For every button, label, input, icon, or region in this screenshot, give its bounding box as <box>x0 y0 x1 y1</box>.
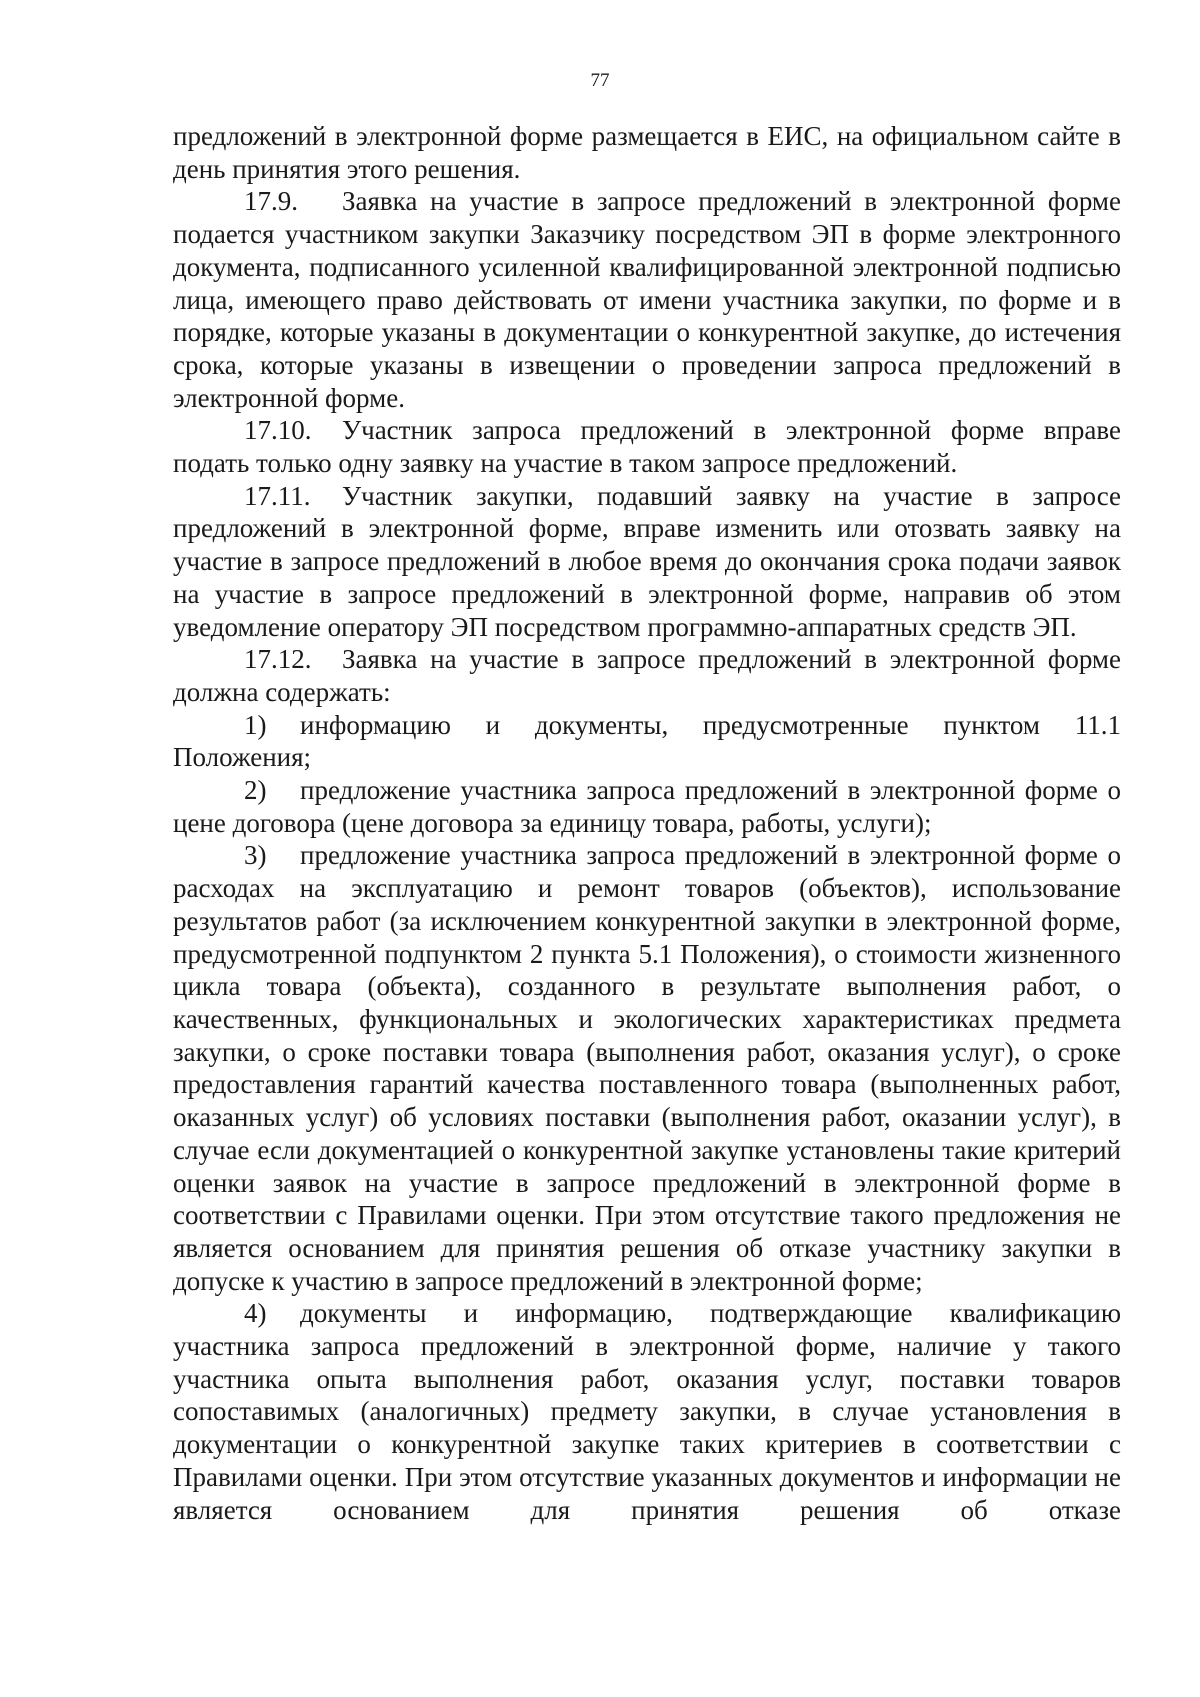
document-body <box>173 120 1121 1526</box>
clause-number: 17.9. <box>244 186 298 217</box>
paragraph-text: предложений в электронной форме размещается в ЕИС, на официальном сайте в день принятия этого решения. <box>173 121 1121 184</box>
list-item-number: 4) <box>244 1298 267 1329</box>
clause-text: Заявка на участие в запросе предложений в электронной форме должна содержать: <box>173 644 1121 707</box>
clause-17-9 <box>173 185 1121 414</box>
clause-17-11 <box>173 480 1121 644</box>
clause-text: Участник закупки, подавший заявку на участие в запросе предложений в электронной форме, вправе изменить или отозвать заявку на участие в запросе предложений в любое время до окончания срока подачи заявок на участие в запросе предложений в электронной форме, направив об этом уведомление оператору ЭП посредством программно-аппаратных средств ЭП. <box>173 480 1121 642</box>
clause-number: 17.11. <box>244 480 311 511</box>
paragraph-continuation <box>173 120 1121 185</box>
clause-number: 17.12. <box>244 644 312 675</box>
clause-text: Заявка на участие в запросе предложений в электронной форме подается участником закупки Заказчику посредством ЭП в форме электронного документа, подписанного усиленной квалифицированной электронной подписью лица, имеющего право действовать от имени участника закупки, по форме и в порядке, которые указаны в документации о конкурентной закупке, до истечения срока, которые указаны в извещении о проведении запроса предложений в электронной форме. <box>173 186 1121 413</box>
list-item-number: 1) <box>244 709 267 740</box>
clause-17-12 <box>173 643 1121 708</box>
clause-17-10 <box>173 414 1121 479</box>
list-item-1 <box>173 709 1121 774</box>
clause-text: Участник запроса предложений в электронной форме вправе подать только одну заявку на участие в таком запросе предложений. <box>173 415 1121 479</box>
list-item-text: предложение участника запроса предложений в электронной форме о цене договора (цене договора за единицу товара, работы, услуги); <box>173 775 1121 838</box>
list-item-number: 2) <box>244 775 267 806</box>
list-item-text: информацию и документы, предусмотренные пунктом 11.1 Положения; <box>173 709 1121 773</box>
page-number: 77 <box>590 70 610 91</box>
list-item-4 <box>173 1297 1121 1526</box>
list-item-2 <box>173 774 1121 839</box>
list-item-3 <box>173 839 1121 1297</box>
list-item-text: предложение участника запроса предложений в электронной форме о расходах на эксплуатацию и ремонт товаров (объектов), использование результатов работ (за исключением конкурентной закупки в электронной форме, предусмотренной подпунктом 2 пункта 5.1 Положения), о стоимости жизненного цикла товара (объекта), созданного в результате выполнения работ, о качественных, функциональных и экологических характеристиках предмета закупки, о сроке поставки товара (выполнения работ, оказания услуг), о сроке предоставления гарантий качества поставленного товара (выполненных работ, оказанных услуг) об условиях поставки (выполнения работ, оказании услуг), в случае если документацией о конкурентной закупке установлены такие критерий оценки заявок на участие в запросе предложений в электронной форме в соответствии с Правилами оценки. При этом отсутствие такого предложения не является основанием для принятия решения об отказе участнику закупки в допуске к участию в запросе предложений в электронной форме; <box>173 840 1121 1296</box>
clause-number: 17.10. <box>244 415 312 446</box>
list-item-number: 3) <box>244 840 267 871</box>
list-item-text: документы и информацию, подтверждающие квалификацию участника запроса предложений в электронной форме, наличие у такого участника опыта выполнения работ, оказания услуг, поставки товаров сопоставимых (аналогичных) предмету закупки, в случае установления в документации о конкурентной закупке таких критериев в соответствии с Правилами оценки. При этом отсутствие указанных документов и информации не является основанием для принятия решения об отказе <box>173 1298 1121 1525</box>
